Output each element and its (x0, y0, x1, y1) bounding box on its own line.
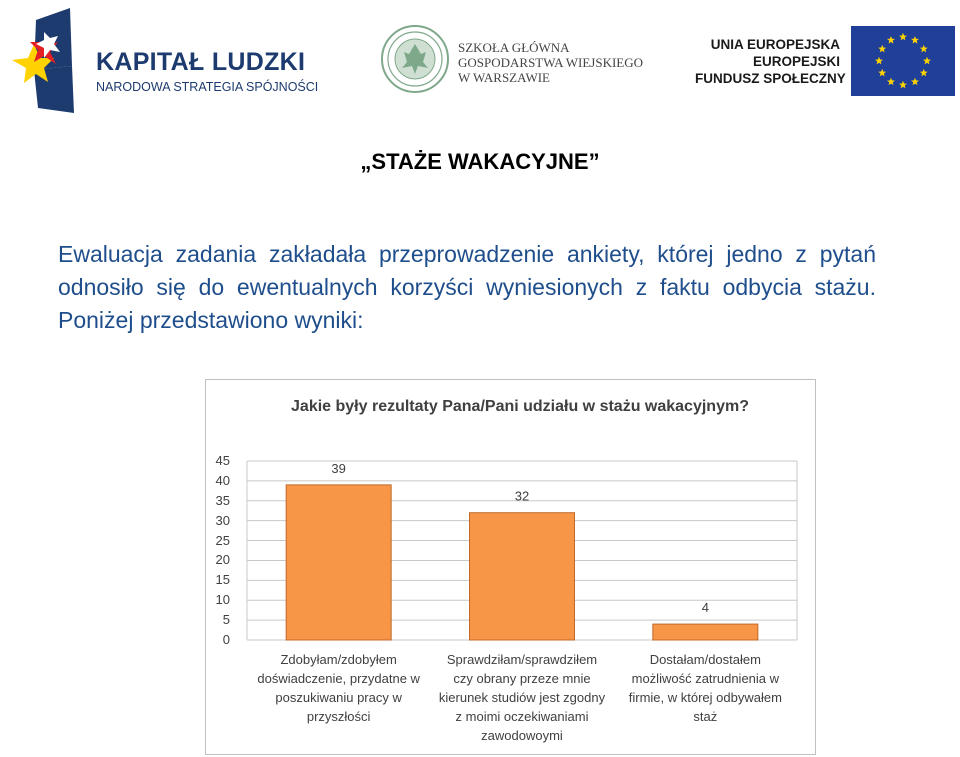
y-tick-label: 10 (215, 592, 230, 608)
bar (470, 513, 575, 640)
ue-line-1: UNIA EUROPEJSKA (710, 37, 840, 52)
kapital-ludzki-title: KAPITAŁ LUDZKI (96, 48, 306, 76)
category-label-line: kierunek studiów jest zgodny (438, 690, 606, 705)
category-label (610, 650, 800, 726)
y-tick-label: 45 (215, 453, 230, 468)
y-tick-label: 35 (215, 492, 230, 508)
intro-paragraph: Ewaluacja zadania zakładała przeprowadzenie ankiety, której jedno z pytań odnosiło się do ewentualnych korzyści wyniesionych z faktu odbycia stażu. Poniżej przedstawiono wyniki: (58, 241, 876, 333)
kapital-ludzki-subtitle: NARODOWA STRATEGIA SPÓJNOŚCI (96, 80, 319, 94)
sggw-line-2: GOSPODARSTWA WIEJSKIEGO (458, 55, 644, 70)
data-label: 39 (331, 460, 346, 476)
y-tick-label: 15 (215, 572, 230, 588)
ue-line-3: FUNDUSZ SPOŁECZNY (695, 71, 846, 86)
chart-title: Jakie były rezultaty Pana/Pani udziału w stażu wakacyjnym? (291, 398, 749, 415)
category-label-line: czy obrany przeze mnie (453, 671, 591, 686)
category-label-line: firmie, w której odbywałem (628, 690, 782, 705)
category-label-line: zawodowoymi (481, 728, 563, 743)
category-label (427, 650, 617, 745)
sggw-line-3: W WARSZAWIE (458, 70, 550, 85)
y-tick-label: 20 (215, 552, 230, 568)
ue-line-2: EUROPEJSKI (752, 54, 840, 69)
category-label-line: Sprawdziłam/sprawdziłem (446, 652, 598, 667)
category-label-line: poszukiwaniu pracy w (275, 690, 402, 705)
category-label-line: Zdobyłam/zdobyłem (280, 652, 397, 667)
y-tick-label: 0 (222, 632, 230, 647)
y-tick-label: 5 (222, 612, 230, 628)
sggw-line-1: SZKOŁA GŁÓWNA (458, 40, 570, 55)
bar (286, 485, 391, 640)
category-label-line: przyszłości (306, 709, 371, 724)
category-label-line: możliwość zatrudnienia w (631, 671, 780, 686)
category-label-line: staż (693, 709, 718, 724)
category-label-line: doświadczenie, przydatne w (257, 671, 420, 686)
data-label: 32 (514, 488, 530, 504)
category-label (244, 650, 434, 726)
data-label: 4 (701, 600, 709, 616)
category-label-line: z moimi oczekiwaniami (455, 709, 589, 724)
bar (653, 624, 758, 640)
y-tick-label: 40 (215, 472, 230, 488)
document-title: „STAŻE WAKACYJNE” (360, 149, 600, 174)
y-tick-label: 30 (215, 512, 230, 528)
category-label-line: Dostałam/dostałem (649, 652, 761, 667)
y-tick-label: 25 (215, 532, 230, 548)
